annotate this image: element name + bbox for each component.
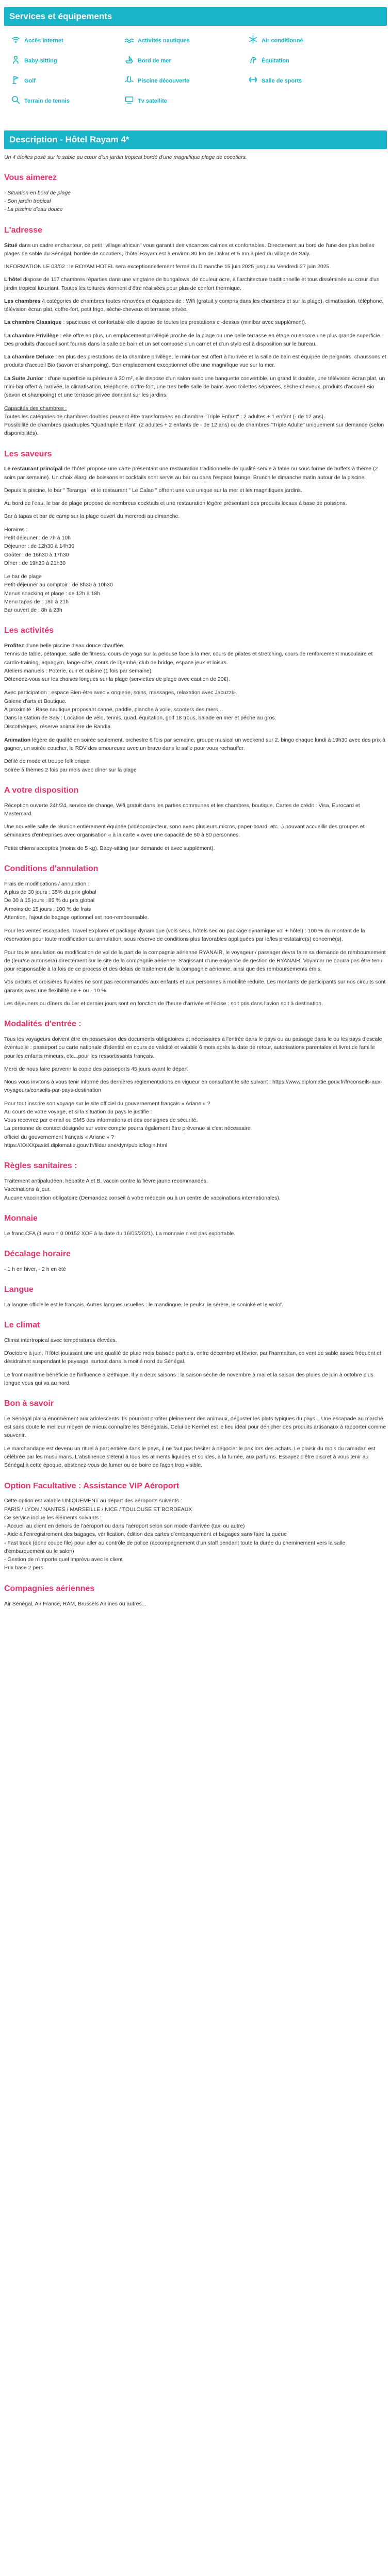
option-heading: Option Facultative : Assistance VIP Aéroport <box>4 1481 180 1490</box>
modalites-paragraph: Tous les voyageurs doivent être en possession des documents obligatoires et nécessaires à l'entrée dans le pays ou au passage dans le ou les pays d'escale éventuelle : passeport ou carte nationale d'identité en cours de validité et valable 6 mois après la date de retour, autorisations parentales et livret de famille pour les enfants mineurs, etc...pour les ressortissants français. <box>4 1036 382 1059</box>
modalites-line: officiel du gouvernement français « Ariane » ? <box>4 1134 114 1140</box>
conditions-line: Frais de modifications / annulation : <box>4 880 90 887</box>
modalites-link[interactable]: https://XXXXpastel.diplomatie.gouv.fr/fildariane/dyn/public/login.html <box>4 1142 168 1148</box>
option-block <box>4 1497 387 1572</box>
tennis-icon <box>11 95 20 107</box>
activites-block <box>4 688 387 730</box>
adresse-paragraph <box>4 241 387 258</box>
conditions-line: A plus de 30 jours : 35% du prix global <box>4 889 96 896</box>
list-item: - Son jardin tropical <box>4 198 51 205</box>
bon-savoir-heading: Bon à savoir <box>4 1399 54 1408</box>
modalites-heading: Modalités d'entrée : <box>4 1020 82 1029</box>
lead-text: La chambre Classique <box>4 319 62 326</box>
horse-icon <box>249 55 257 67</box>
decalage-text: - 1 h en hiver, - 2 h en été <box>4 1266 66 1272</box>
option-line: - Gestion de n'importe quel imprévu avec le client <box>4 1556 123 1563</box>
services-title: Services et équipements <box>4 7 387 26</box>
golf-flag-icon <box>11 75 20 87</box>
option-line: - Fast track (donc coupe file) pour aller au contrôle de police (accompagnement d'un staff pendant toute la durée du cheminement vers la salle d'embarquement ou le salon) <box>4 1539 346 1554</box>
monnaie-text: Le franc CFA (1 euro = 0.00152 XOF à la date du 16/05/2021). La monnaie n'est pas exportable. <box>4 1230 236 1237</box>
body-text: : spacieuse et confortable elle dispose de toutes les prestations ci-dessus (minibar avec supplément). <box>61 319 306 326</box>
option-line: Ce service inclue les éléments suivants : <box>4 1514 102 1521</box>
amenity-label: Salle de sports <box>262 78 302 85</box>
lead-text: Situé <box>4 242 18 249</box>
activites-line: Discothèques, réserve animalière de Bandia. <box>4 723 112 730</box>
amenity-label: Golf <box>24 78 36 85</box>
description-intro: Un 4 étoiles posé sur le sable au cœur d'un jardin tropical bordé d'une magnifique plage de cocotiers. <box>4 154 247 160</box>
amenity-item <box>11 35 125 47</box>
conditions-line: Attention, l'ajout de bagage optionnel est non-remboursable. <box>4 914 149 921</box>
langue-heading: Langue <box>4 1285 34 1294</box>
wave-icon <box>125 35 134 47</box>
conditions-paragraph: Pour les ventes escapades, Travel Explorer et package dynamique (vols secs, hôtels sec ou package dynamique vol + hôtel) : 100 % du montant de la réservation pour toute modification ou annulation, sous réserve de conditions plus favorables appliquées par le/les prestataire(s) concerné(s). <box>4 928 365 943</box>
body-text: : en plus des prestations de la chambre privilège, le mini-bar est offert à l'arrivée et la salle de bain est équipée de peignoirs, chaussons et produits d'accueil Bio (savon et shampoing). Son emplacement exceptionnel offre une magnifique vue sur la mer. <box>4 354 386 369</box>
body-text: dans un cadre enchanteur, ce petit "village africain" vous garantit des vacances calmes et confortables. Directement au bord de l'une des plus belles plages de sable du Sénégal, bordée de cocotiers, l'hôtel Rayam est à environ 80 km de Dakar et 5 mn à pied du village de Saly. <box>4 242 374 257</box>
conditions-line: A moins de 15 jours : 100 % de frais <box>4 906 91 912</box>
conditions-heading: Conditions d'annulation <box>4 864 99 873</box>
bar-plage-line: Le bar de plage <box>4 573 42 580</box>
amenity-item <box>11 55 125 67</box>
amenity-item <box>125 35 249 47</box>
amenity-item <box>125 75 249 87</box>
modalites-paragraph: Merci de nous faire parvenir la copie des passeports 45 jours avant le départ <box>4 1065 188 1072</box>
modalites-line: La personne de contact désignée sur votre compte pourra également être prévenue si c'est nécessaire <box>4 1125 251 1132</box>
lead-text: Les chambres <box>4 298 41 304</box>
lead-text: La Suite Junior <box>4 375 43 382</box>
disposition-paragraph: Réception ouverte 24h/24, service de change, Wifi gratuit dans les parties communes et les chambres, boutique. Cartes de crédit : Visa, Eurocard et Mastercard. <box>4 802 360 817</box>
capacites-line: Toutes les catégories de chambres doubles peuvent être transformées en chambre "Triple Enfant" : 2 adultes + 1 enfant (- de 12 ans). <box>4 413 325 420</box>
saveurs-heading: Les saveurs <box>4 449 52 458</box>
horaires-title: Horaires : <box>4 526 28 533</box>
option-line: - Accueil au client en dehors de l'aéroport ou dans l'aéroport selon son mode d'arrivée (taxi ou autre) <box>4 1523 245 1530</box>
option-line: Cette option est valable UNIQUEMENT au départ des aéroports suivants : <box>4 1498 182 1504</box>
description-title: Description - Hôtel Rayam 4* <box>4 130 387 149</box>
adresse-heading: L'adresse <box>4 225 43 235</box>
amenity-item <box>249 75 362 87</box>
activites-line: Ateliers manuels : Poterie, cuir et cuisine (1 fois par semaine) <box>4 667 152 674</box>
amenity-item <box>125 95 249 107</box>
amenities-grid <box>4 29 387 119</box>
activites-line: Dans la station de Saly : Location de vélo, tennis, quad, équitation, golf 18 trous, balade en mer et pêche au gros. <box>4 715 276 721</box>
activites-heading: Les activités <box>4 626 54 635</box>
adresse-info-notice: INFORMATION LE 03/02 : le ROYAM HOTEL sera exceptionnellement fermé du Dimanche 15 juin 2025 jusqu'au Vendredi 27 juin 2025. <box>4 264 331 270</box>
activites-block <box>4 757 387 774</box>
boat-icon <box>125 55 134 67</box>
conditions-paragraph: Vos circuits et croisières fluviales ne sont pas recommandés aux enfants et aux personnes à mobilité réduite. Les montants de participants sur nos circuits sont garantis avec une flexibilité de + ou - 10 %. <box>4 979 386 994</box>
list-item: - La piscine d'eau douce <box>4 206 63 213</box>
amenity-item <box>125 55 249 67</box>
decalage-heading: Décalage horaire <box>4 1249 71 1258</box>
modalites-line: Vous recevrez par e-mail ou SMS des informations et des consignes de sécurité. <box>4 1117 198 1124</box>
body-text: dispose de 117 chambres réparties dans une vingtaine de bungalows, de couleur ocre, à l'architecture traditionnelle et tous disséminés au cœur d'un jardin tropical luxuriant. Toutes les toitures viennent d'être réalisées pour plus de confort thermique. <box>4 276 380 291</box>
sanitaires-block <box>4 1177 387 1202</box>
amenity-label: Tv satellite <box>138 98 167 105</box>
list-item: - Situation en bord de plage <box>4 189 71 196</box>
sanitaires-line: Aucune vaccination obligatoire (Demandez conseil à votre médecin ou à un centre de vaccinations internationales). <box>4 1194 281 1201</box>
activites-line: Avec participation : espace Bien-être avec « onglerie, soins, massages, relaxation avec Jacuzzi». <box>4 690 238 696</box>
saveurs-paragraph <box>4 465 387 482</box>
amenity-item <box>249 55 362 67</box>
disposition-heading: A votre disposition <box>4 785 79 795</box>
activites-line: Défilé de mode et troupe folklorique <box>4 758 90 765</box>
compagnies-text: Air Sénégal, Air France, RAM, Brussels Airlines ou autres... <box>4 1600 146 1607</box>
bar-plage-line: Menu tapas de : 18h à 21h <box>4 598 69 605</box>
baby-icon <box>11 55 20 67</box>
amenity-item <box>11 95 125 107</box>
vous-aimerez-heading: Vous aimerez <box>4 173 57 183</box>
body-text: de l'hôtel propose une carte présentant une restauration traditionnelle de qualité servie à table ou sous forme de buffets à thème (2 soirs par semaine). Un choix élargi de boissons et cocktails sont servis au bar ou dans l'espace lounge. Brunch le dimanche matin autour de la piscine. <box>4 466 378 481</box>
horaire-line: Petit déjeuner : de 7h à 10h <box>4 534 71 541</box>
modalites-ariane-block <box>4 1100 387 1150</box>
dumbbell-icon <box>249 75 257 87</box>
climat-paragraph: D'octobre à juin, l'Hôtel jouissant une une qualité de pluie mois baissée partiels, entre décembre et février, par l'harmattan, ce vent de sable assez fréquent et désidratant suspendant le paysage, surtout dans la moitié nord du Sénégal. <box>4 1350 381 1365</box>
amenity-label: Bord de mer <box>138 58 171 64</box>
sanitaires-line: Traitement antipaludéen, hépatite A et B, vaccin contre la fièvre jaune recommandés. <box>4 1178 208 1185</box>
horaire-line: Déjeuner : de 12h30 à 14h30 <box>4 543 75 550</box>
amenity-item <box>11 75 125 87</box>
adresse-paragraph <box>4 318 387 326</box>
amenity-label: Terrain de tennis <box>24 98 70 105</box>
bon-savoir-paragraph: Le marchandage est devenu un rituel à part entière dans le pays, il ne faut pas hésiter à négocier le prix lors des achats. Le plaisir du mois du ramadan est célébrée par les musulmans. L'abstinence s'étend à tous les aliments liquides et solides, à la fumée, aux parfums. Essayez d'être discret à vous tenir au Sénégal à cette époque, abstenez-vous de fumer ou de boire de façon trop visible. <box>4 1445 376 1469</box>
disposition-paragraph: Petits chiens acceptés (moins de 5 kg). Baby-sitting (sur demande et avec supplément). <box>4 845 215 851</box>
monnaie-heading: Monnaie <box>4 1213 38 1223</box>
amenity-label: Air conditionné <box>262 38 303 44</box>
body-text: : d'une superficie supérieure à 30 m², elle dispose d'un salon avec une banquette convertible, un grand lit double, une télévision écran plat, un mini-bar offert à l'arrivée, la climatisation, téléphone, coffre-fort, une très belle salle de bains avec toilettes séparées, sèche-cheveux, produits d'accueil Bio (savon et shampoing) et une terrasse privée donnant sur les jardins. <box>4 375 385 399</box>
activites-line: Détendez-vous sur les chaises longues sur la plage (serviettes de plage avec caution de 20€). <box>4 676 230 683</box>
wifi-icon <box>11 35 20 47</box>
climat-heading: Le climat <box>4 1321 40 1330</box>
horaires-block <box>4 526 387 567</box>
activites-paragraph <box>4 736 387 753</box>
adresse-paragraph <box>4 353 387 370</box>
saveurs-paragraph: Bar à tapas et bar de camp sur la plage ouvert du mercredi au dimanche. <box>4 513 180 520</box>
conditions-paragraph: Les déjeuners ou dîners du 1er et dernier jours sont en fonction de l'heure d'arrivée et l'écise : soit pris dans l'avion soit à destination. <box>4 1000 323 1007</box>
climat-paragraph: Le front maritime bénéficie de l'influence alizéthique. Il y a deux saisons : la saison sèche de novembre à mai et la saison des pluies de juin à octobre plus longue vous qui va au nord. <box>4 1371 373 1386</box>
compagnies-heading: Compagnies aériennes <box>4 1584 95 1593</box>
adresse-paragraph <box>4 297 387 314</box>
pool-icon <box>125 75 134 87</box>
adresse-paragraph <box>4 374 387 400</box>
bar-plage-line: Bar ouvert de : 8h à 23h <box>4 607 62 614</box>
snowflake-icon <box>249 35 257 47</box>
option-line: PARIS / LYON / NANTES / MARSEILLE / NICE / TOULOUSE ET BORDEAUX <box>4 1506 192 1513</box>
amenity-label: Activités nautiques <box>138 38 190 44</box>
lead-text: L'hôtel <box>4 276 22 283</box>
body-text: d'une belle piscine d'eau douce chauffée. <box>24 643 125 649</box>
body-text: : elle offre en plus, un emplacement privilégié proche de la plage ou une belle terrasse en étage ou encore une plus grande superficie. Des produits d'accueil sont fournis dans la salle de bain et un set composé d'un carnet et d'un stylo est à disposition sur le bureau. <box>4 332 382 347</box>
amenity-label: Équitation <box>262 58 289 64</box>
adresse-paragraph <box>4 275 387 292</box>
activites-line <box>4 642 387 650</box>
modalites-line: Pour tout inscrire son voyage sur le site officiel du gouvernement français « Ariane » ? <box>4 1100 210 1107</box>
conditions-paragraph: Pour toute annulation ou modification de vol de la part de la compagnie aérienne RYANAIR, le voyageur / passager devra faire sa demande de remboursement de (leur/se autorisera) directement sur le site de la compagnie aérienne. S'agissant d'une exigence de gestion de RYANAIR, Voyamar ne pourra pas être tenu pour responsable à la fois de ce process et des délais de traitement de la compagnie aérienne, ainsi que des remboursements émis. <box>4 949 386 973</box>
amenity-label: Accès internet <box>24 38 63 44</box>
activites-block <box>4 642 387 683</box>
capacites-block <box>4 404 387 438</box>
lead-text: Le restaurant principal <box>4 466 63 472</box>
bon-savoir-paragraph: Le Sénégal plaira énormément aux adolescents. Ils pourront profiter pleinement des animaux, déguster les plats typiques du pays... Une escapade au marché est sans doute le meilleur moyen de mieux connaître les Sénégalais. Celui de Kermel est le lieu idéal pour dénicher des produits artisanaux à rapporter comme souvenir. <box>4 1415 386 1439</box>
langue-text: La langue officielle est le français. Autres langues usuelles : le mandingue, le peulsr, le sérère, le soninké et le wolof. <box>4 1301 283 1308</box>
activites-line: Tennis de table, pétanque, salle de fitness, cours de yoga sur la pelouse face à la mer, cours de pilates et stretching, cours de renforcement musculaire et cardio-training, aquagym, lange-côte, cours de Djembé, club de bridge, espace jeux et loisirs. <box>4 651 373 666</box>
body-text: 4 catégories de chambres toutes rénovées et équipées de : Wifi (gratuit y compris dans les chambres et sur la plage), climatisation, téléphone, télévision écran plat, coffre-fort, petit frigo, sèche-cheveux et terrasse privée. <box>4 298 384 313</box>
activites-line: Galerie d'arts et Boutique. <box>4 698 67 704</box>
saveurs-paragraph: Au bord de l'eau, le bar de plage propose de nombreux cocktails et une restauration légère présentant des produits locaux à base de poissons. <box>4 500 347 507</box>
sanitaires-line: Vaccinations à jour. <box>4 1186 51 1193</box>
capacites-line: Possibilité de chambres quadruples "Quadruple Enfant" (2 adultes + 2 enfants de - de 12 ans) ou de chambres "Triple Adulte" uniquement sur demande (selon disponibilités). <box>4 422 384 437</box>
option-line: Prix base 2 pers <box>4 1565 43 1571</box>
lead-text: Profitez <box>4 643 24 649</box>
horaire-line: Goûter : de 16h30 à 17h30 <box>4 551 69 558</box>
tv-icon <box>125 95 134 107</box>
activites-line: À proximité : Base nautique proposant canoë, paddle, planche à voile, scooters des mers… <box>4 707 223 713</box>
capacites-title: Capacités des chambres : <box>4 405 67 412</box>
lead-text: La chambre Deluxe <box>4 354 54 360</box>
vous-aimerez-list <box>4 189 387 214</box>
horaire-line: Dîner : de 19h30 à 21h30 <box>4 560 66 566</box>
amenity-label: Piscine découverte <box>138 78 190 85</box>
adresse-paragraph <box>4 332 387 349</box>
modalites-line: Au cours de votre voyage, et si la situation du pays le justifie : <box>4 1108 152 1115</box>
lead-text: Animation <box>4 736 31 743</box>
bar-plage-line: Petit-déjeuner au comptoir : de 8h30 à 10h30 <box>4 582 113 588</box>
climat-paragraph: Climat intertropical avec températures élevées. <box>4 1337 117 1343</box>
conditions-fees <box>4 880 387 922</box>
disposition-paragraph: Une nouvelle salle de réunion entièrement équipée (vidéoprojecteur, sono avec plusieurs micros, paper-board, etc...) pouvant accueillir des groupes et séminaires d'entreprises avec organisation « à la carte » avec une capacité de 60 à 80 personnes. <box>4 824 365 839</box>
bar-plage-block <box>4 572 387 614</box>
lead-text: La chambre Privilège <box>4 332 59 339</box>
conditions-line: De 30 à 15 jours : 85 % du prix global <box>4 897 95 904</box>
body-text: légère de qualité en soirée seulement, orchestre 6 fois par semaine, groupe musical un weekend sur 2, bingo chaque lundi à 19h30 avec des prix à gagner, un soirée coucher, le RDV des amoureuse avec un bravo dans le salle pour vous rechauffer. <box>4 736 385 752</box>
saveurs-paragraph: Depuis la piscine, le bar " Teranga " et le restaurant " Le Calao " offrent une vue unique sur la mer et les magnifiques jardins. <box>4 487 302 494</box>
bar-plage-line: Menus snacking et plage : de 12h à 18h <box>4 590 101 597</box>
amenity-item <box>249 35 362 47</box>
sanitaires-heading: Règles sanitaires : <box>4 1161 77 1171</box>
option-line: - Aide à l'enregistrement des bagages, vérification, édition des cartes d'embarquement et bagages sans faire la queue <box>4 1531 287 1538</box>
amenity-label: Baby-sitting <box>24 58 57 64</box>
activites-line: Soirée à thèmes 2 fois par mois avec dîner sur la plage <box>4 766 137 773</box>
modalites-paragraph: Nous vous invitons à vous tenir informé des dernières réglementations en vigueur en consultant le site suivant : https://www.diplomatie.gouv.fr/fr/conseils-aux-voyageurs/conseils-par-pays-destination <box>4 1079 382 1094</box>
